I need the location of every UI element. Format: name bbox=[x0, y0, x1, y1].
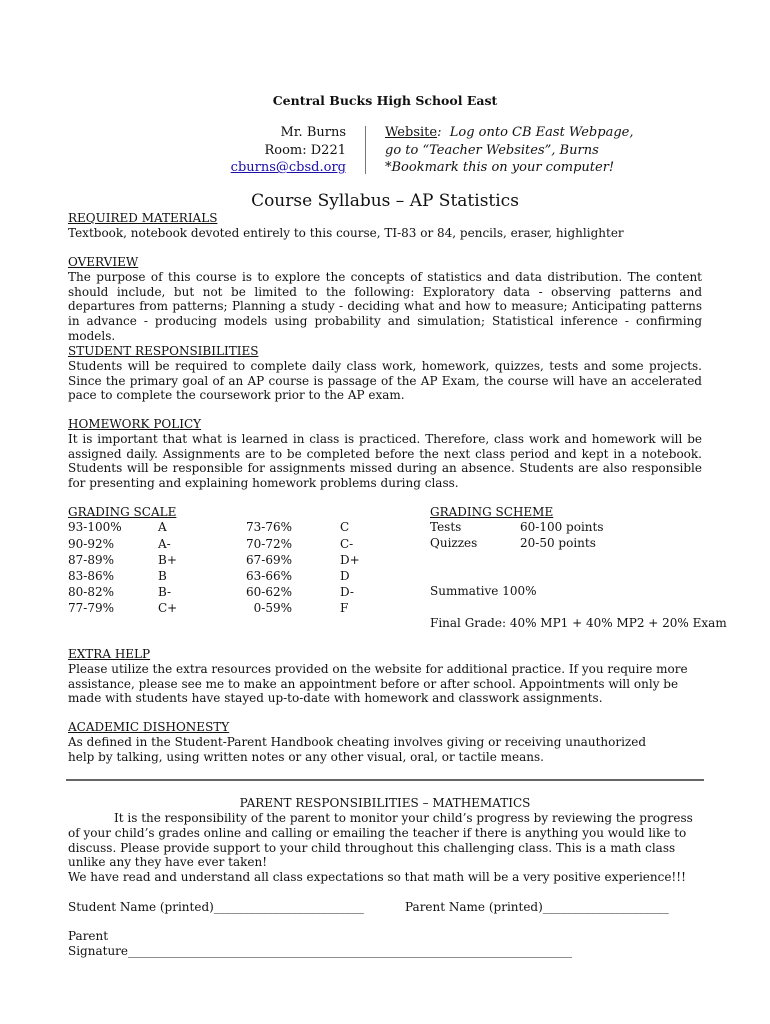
letter-grade: F bbox=[340, 601, 349, 616]
website-line2: go to “Teacher Websites”, Burns bbox=[385, 142, 599, 158]
section-homework-policy bbox=[68, 417, 702, 491]
parent-responsibilities-text bbox=[68, 811, 702, 885]
page-title: Course Syllabus – AP Statistics bbox=[251, 191, 519, 211]
letter-grade: C+ bbox=[158, 601, 178, 616]
student-name-line[interactable]: Student Name (printed)_________________________ bbox=[68, 900, 364, 914]
percent-range: 63-66% bbox=[246, 569, 292, 584]
section-divider bbox=[66, 779, 704, 781]
website-line3: *Bookmark this on your computer! bbox=[385, 160, 615, 175]
scheme-value: 60-100 points bbox=[520, 519, 604, 534]
percent-range: 0-59% bbox=[253, 601, 292, 616]
letter-grade: D- bbox=[340, 585, 354, 600]
letter-grade: C bbox=[340, 520, 350, 535]
grade-row bbox=[68, 585, 400, 601]
section-text: Students will be required to complete daily class work, homework, quizzes, tests and some projects. Since the primary goal of an AP course is passage of the AP Exam, the course will have an accelerated pace to complete the coursework prior to the AP exam. bbox=[68, 358, 702, 403]
section-heading: ACADEMIC DISHONESTY bbox=[68, 720, 230, 734]
website-line1: Log onto CB East Webpage, bbox=[449, 125, 634, 140]
parent-responsibilities-title: PARENT RESPONSIBILITIES – MATHEMATICS bbox=[239, 796, 531, 810]
section-text-line2: help by talking, using written notes or any other visual, oral, or tactile means. bbox=[68, 749, 544, 764]
section-student-responsibilities bbox=[68, 344, 702, 403]
scheme-row bbox=[430, 520, 720, 536]
school-name: Central Bucks High School East bbox=[272, 93, 498, 108]
percent-range: 73-76% bbox=[246, 520, 292, 535]
parent-paragraph: It is the responsibility of the parent to monitor your child’s progress by reviewing the progress of your child’s grades online and calling or emailing the teacher if there is anything you would like to discuss. Please provide support to your child throughout this challenging class. This is a math class unlike any they have ever taken! bbox=[68, 811, 693, 870]
grade-row bbox=[68, 601, 400, 617]
section-text-line1: As defined in the Student-Parent Handbook cheating involves giving or receiving unauthorized bbox=[68, 734, 647, 749]
section-text: The purpose of this course is to explore the concepts of statistics and data distribution. The content should include, but not be limited to the following: Exploratory data - observing patterns and departures from patterns; Planning a study - deciding what and how to measure; Anticipating patterns in advance - producing models using probability and simulation; Statistical inference - confirming models. bbox=[68, 269, 702, 343]
section-academic-dishonesty bbox=[68, 720, 728, 764]
parent-name-line[interactable]: Parent Name (printed)_____________________ bbox=[405, 900, 669, 914]
teacher-info bbox=[231, 124, 346, 177]
percent-range: 67-69% bbox=[246, 552, 292, 567]
percent-range: 60-62% bbox=[246, 585, 292, 600]
header-divider bbox=[365, 126, 366, 174]
grade-row bbox=[68, 552, 400, 568]
section-text: Please utilize the extra resources provided on the website for additional practice. If you require more assistance, please see me to make an appointment before or after school. Appointments will only be made with students have stayed up-to-date with homework and classwork assignments. bbox=[68, 661, 688, 706]
section-heading: HOMEWORK POLICY bbox=[68, 417, 202, 431]
letter-grade: B- bbox=[158, 585, 172, 600]
scheme-value: 20-50 points bbox=[520, 535, 596, 550]
grading-scale bbox=[68, 505, 400, 617]
grade-row bbox=[68, 520, 400, 536]
scheme-label: Quizzes bbox=[430, 535, 478, 550]
letter-grade: A bbox=[158, 520, 167, 535]
final-grade-formula: Final Grade: 40% MP1 + 40% MP2 + 20% Exam bbox=[430, 616, 727, 630]
letter-grade: D bbox=[340, 569, 350, 584]
percent-range: 77-79% bbox=[68, 601, 114, 616]
parent-signature-line[interactable]: Signature__________________________________________________________________________ bbox=[68, 944, 573, 958]
website-info: Website: Log onto CB East Webpage, go to “Teacher Websites”, Burns *Bookmark this on your computer! bbox=[385, 125, 634, 175]
percent-range: 93-100% bbox=[68, 520, 122, 535]
section-text: It is important that what is learned in class is practiced. Therefore, class work and homework will be assigned daily. Assignments are to be completed before the next class period and kept in a notebook. Students will be responsible for assignments missed during an absence. Students are also responsible for presenting and explaining homework problems during class. bbox=[68, 431, 702, 491]
grading-scale-table bbox=[68, 520, 400, 617]
letter-grade: A- bbox=[158, 536, 171, 551]
percent-range: 83-86% bbox=[68, 569, 114, 584]
letter-grade: C- bbox=[340, 536, 354, 551]
scheme-label: Tests bbox=[430, 519, 462, 534]
email-link[interactable]: cburns@cbsd.org bbox=[230, 160, 346, 175]
grading-scheme-heading: GRADING SCHEME bbox=[430, 505, 554, 519]
parent-closing: We have read and understand all class expectations so that math will be a very positive experience!!! bbox=[68, 870, 686, 885]
section-heading: OVERVIEW bbox=[68, 255, 139, 269]
section-heading: REQUIRED MATERIALS bbox=[68, 211, 218, 225]
grading-scale-heading: GRADING SCALE bbox=[68, 505, 177, 519]
grade-row bbox=[68, 536, 400, 552]
letter-grade: D+ bbox=[340, 552, 360, 567]
summative-weight: Summative 100% bbox=[430, 584, 537, 598]
letter-grade: B bbox=[158, 569, 167, 584]
grade-row bbox=[68, 568, 400, 584]
percent-range: 90-92% bbox=[68, 536, 114, 551]
percent-range: 80-82% bbox=[68, 585, 114, 600]
section-extra-help bbox=[68, 647, 702, 706]
section-overview bbox=[68, 255, 702, 344]
teacher-name: Mr. Burns bbox=[280, 125, 346, 140]
section-text: Textbook, notebook devoted entirely to this course, TI-83 or 84, pencils, eraser, highlighter bbox=[68, 225, 624, 240]
section-required-materials bbox=[68, 211, 702, 241]
percent-range: 87-89% bbox=[68, 552, 114, 567]
section-heading: EXTRA HELP bbox=[68, 647, 151, 661]
section-heading: STUDENT RESPONSIBILITIES bbox=[68, 344, 259, 358]
letter-grade: B+ bbox=[158, 552, 177, 567]
percent-range: 70-72% bbox=[246, 536, 292, 551]
room-number: Room: D221 bbox=[264, 142, 346, 158]
grading-scheme bbox=[430, 505, 720, 552]
scheme-row bbox=[430, 536, 720, 552]
parent-label: Parent bbox=[68, 929, 109, 943]
website-label[interactable]: Website bbox=[385, 125, 438, 140]
